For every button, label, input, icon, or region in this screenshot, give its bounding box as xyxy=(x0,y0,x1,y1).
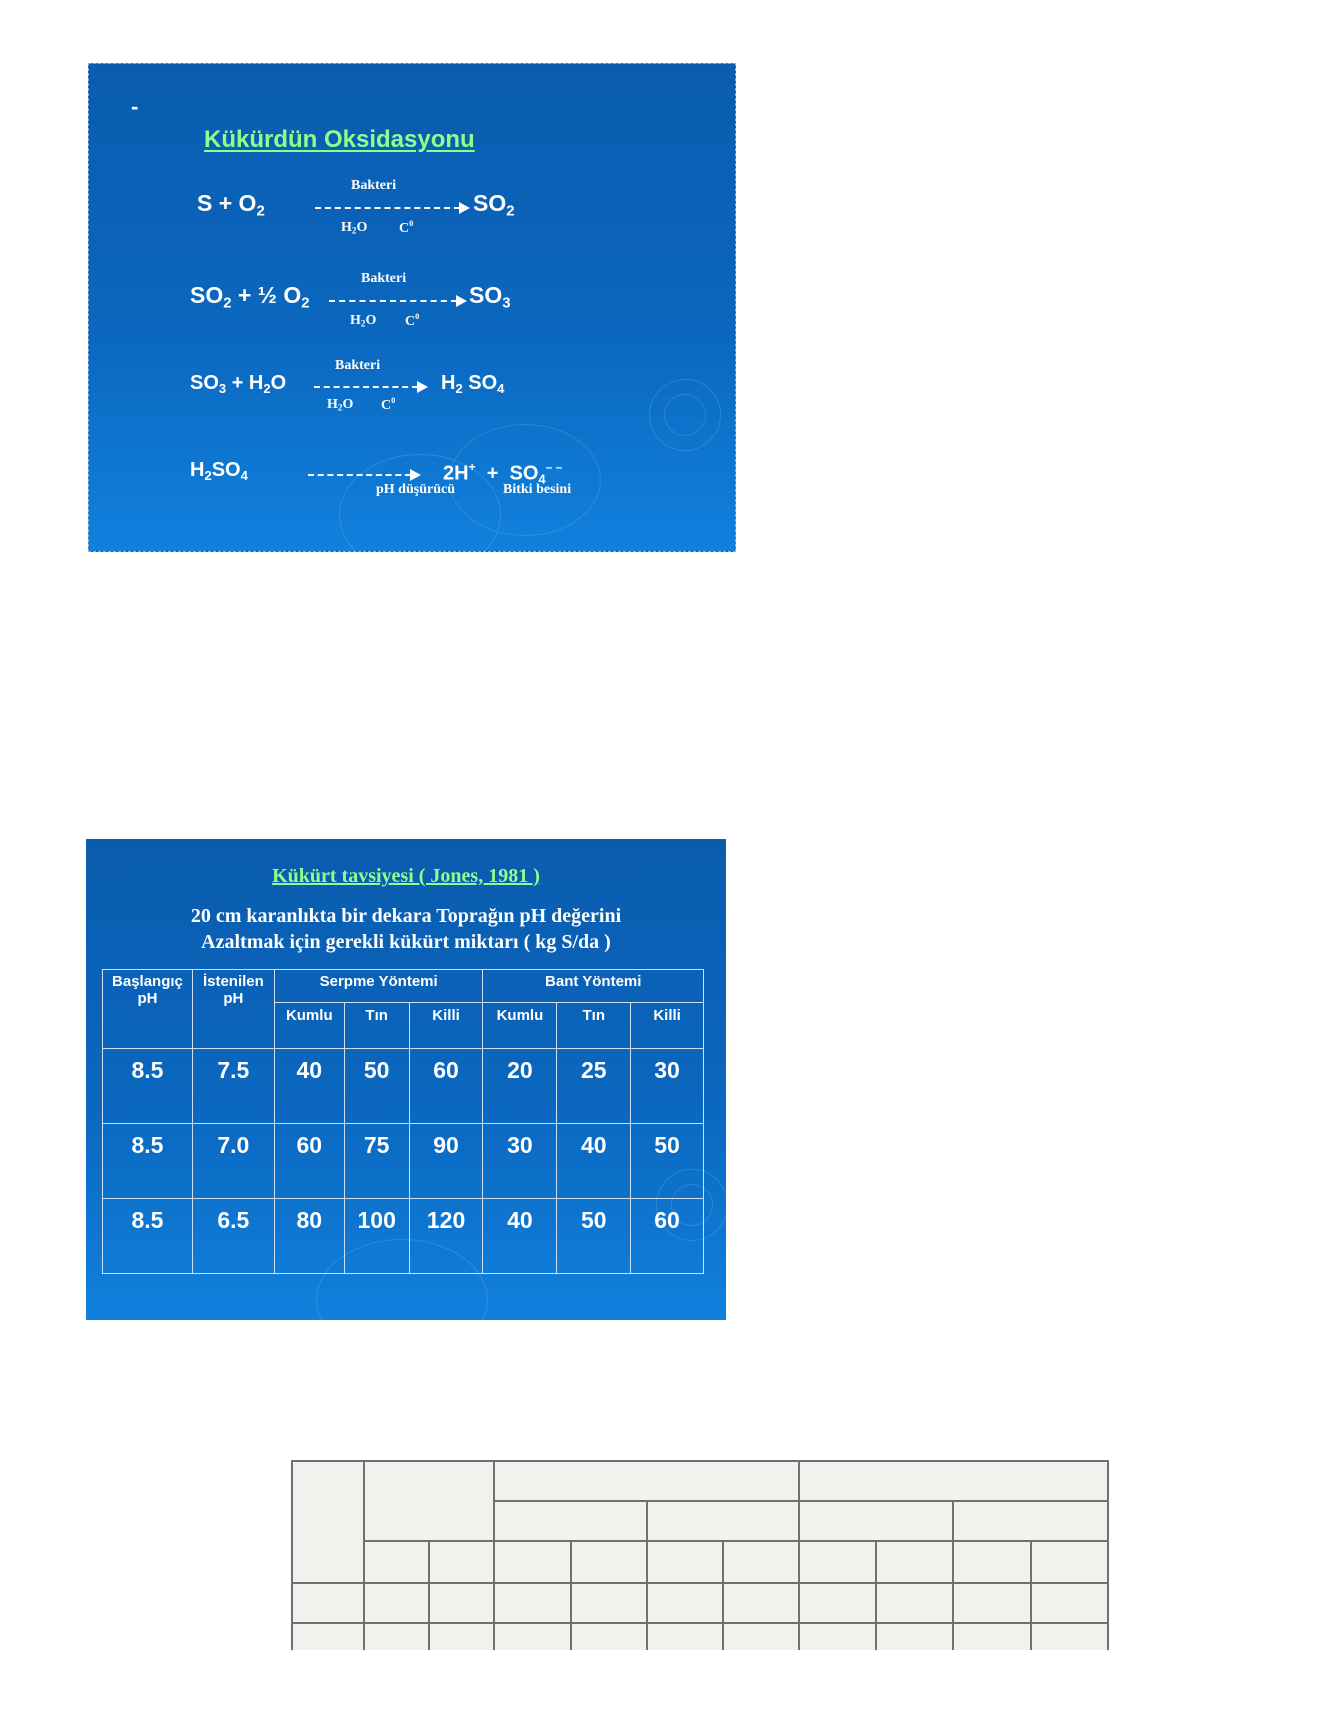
empty-cell xyxy=(647,1583,723,1623)
arrow-head-icon xyxy=(456,295,467,307)
reaction-4-note-ph: pH düşürücü xyxy=(376,482,455,497)
table-cell: 90 xyxy=(409,1124,483,1199)
reaction-3-reactants: $SO_3 + H_2O$ xyxy=(190,372,287,396)
table-cell: 80 xyxy=(274,1199,344,1274)
empty-cell xyxy=(1031,1541,1108,1583)
reaction-3-catalyst: Bakteri xyxy=(335,358,381,373)
reaction-3-product: $H_2$ $SO_4$ xyxy=(441,372,505,396)
reaction-arrow xyxy=(315,207,460,209)
table-cell: 8.5 xyxy=(103,1049,193,1124)
sulfur-recommendation-slide xyxy=(86,839,726,1320)
table-cell: 50 xyxy=(557,1199,631,1274)
empty-cell xyxy=(876,1541,953,1583)
empty-cell xyxy=(723,1583,799,1623)
header-target-ph: İstenilen pH xyxy=(192,970,274,1049)
table-cell: 8.5 xyxy=(103,1124,193,1199)
arrow-head-icon xyxy=(459,202,470,214)
reaction-1-temperature: $C^0$ xyxy=(399,219,414,236)
slide-title: Kükürt tavsiyesi ( Jones, 1981 ) xyxy=(272,865,540,887)
sulfur-table xyxy=(102,969,704,1274)
ripple-decoration xyxy=(649,379,721,451)
table-cell: 100 xyxy=(344,1199,409,1274)
empty-cell xyxy=(494,1583,571,1623)
reaction-2-temperature: $C^0$ xyxy=(405,312,420,329)
table-cell: 30 xyxy=(631,1049,704,1124)
table-cell: 25 xyxy=(557,1049,631,1124)
table-cell: 40 xyxy=(483,1199,557,1274)
table-cell: 50 xyxy=(631,1124,704,1199)
reaction-arrow xyxy=(329,300,457,302)
empty-cell xyxy=(647,1501,799,1541)
reaction-3-temperature: $C^0$ xyxy=(381,396,396,413)
page-cut-off xyxy=(289,1650,1119,1710)
empty-cell xyxy=(292,1461,364,1583)
header-band-method: Bant Yöntemi xyxy=(483,970,704,1003)
empty-cell xyxy=(799,1541,876,1583)
reaction-1-reactants: $S + O_2$ xyxy=(197,190,265,220)
reaction-4-reactant: $H_2SO_4$ xyxy=(190,459,248,483)
reaction-arrow xyxy=(314,386,418,388)
header-start-ph: Başlangıç pH xyxy=(103,970,193,1049)
table-cell: 50 xyxy=(344,1049,409,1124)
reaction-4-note-nutrient: Bitki besini xyxy=(503,482,572,497)
empty-cell xyxy=(494,1501,647,1541)
table-cell: 30 xyxy=(483,1124,557,1199)
slide-subtitle-line-2: Azaltmak için gerekli kükürt miktarı ( kg S/da ) xyxy=(201,931,611,953)
empty-cell xyxy=(364,1541,429,1583)
empty-cell xyxy=(364,1461,494,1541)
empty-cell xyxy=(429,1541,494,1583)
slide-title: Kükürdün Oksidasyonu xyxy=(204,126,475,153)
arrow-head-icon xyxy=(417,381,428,393)
reaction-1-catalyst: Bakteri xyxy=(351,178,397,193)
empty-cell xyxy=(953,1501,1108,1541)
header-soil-type: Kumlu xyxy=(483,1003,557,1049)
reaction-2-catalyst: Bakteri xyxy=(361,271,407,286)
empty-cell xyxy=(494,1461,799,1501)
reaction-3-water: $H_2O$ xyxy=(327,397,354,413)
reaction-1-product: $SO_2$ xyxy=(473,190,515,220)
table-cell: 60 xyxy=(274,1124,344,1199)
empty-cell xyxy=(429,1583,494,1623)
empty-cell xyxy=(876,1583,953,1623)
table-cell: 60 xyxy=(631,1199,704,1274)
reaction-2-water: $H_2O$ xyxy=(350,313,377,329)
empty-cell xyxy=(1031,1583,1108,1623)
header-soil-type: Kumlu xyxy=(274,1003,344,1049)
reaction-2-reactants: $SO_2$ + ½ $O_2$ xyxy=(190,282,310,312)
bullet-dash: - xyxy=(131,94,139,119)
table-row xyxy=(103,1124,704,1199)
table-cell: 60 xyxy=(409,1049,483,1124)
table-cell: 7.5 xyxy=(192,1049,274,1124)
table-cell: 75 xyxy=(344,1124,409,1199)
reaction-1-water: $H_2O$ xyxy=(341,220,368,236)
reaction-arrow xyxy=(308,474,411,476)
empty-cell xyxy=(723,1541,799,1583)
slide-subtitle-line-1: 20 cm karanlıkta bir dekara Toprağın pH değerini xyxy=(190,905,622,927)
empty-cell xyxy=(799,1461,1108,1501)
empty-cell xyxy=(953,1583,1031,1623)
empty-cell xyxy=(571,1583,647,1623)
header-broadcast-method: Serpme Yöntemi xyxy=(274,970,483,1003)
empty-table-grid xyxy=(291,1460,1109,1664)
empty-cell xyxy=(647,1541,723,1583)
oxidation-slide xyxy=(88,63,736,552)
arrow-head-icon xyxy=(410,469,421,481)
table-cell: 6.5 xyxy=(192,1199,274,1274)
header-soil-type: Killi xyxy=(409,1003,483,1049)
header-soil-type: Tın xyxy=(557,1003,631,1049)
table-cell: 120 xyxy=(409,1199,483,1274)
empty-cell xyxy=(364,1583,429,1623)
table-cell: 8.5 xyxy=(103,1199,193,1274)
table-row xyxy=(103,1199,704,1274)
table-cell: 40 xyxy=(557,1124,631,1199)
empty-cell xyxy=(494,1541,571,1583)
table-cell: 20 xyxy=(483,1049,557,1124)
table-row xyxy=(103,1049,704,1124)
reaction-2-product: $SO_3$ xyxy=(469,282,511,312)
empty-cell xyxy=(953,1541,1031,1583)
header-soil-type: Tın xyxy=(344,1003,409,1049)
empty-cell xyxy=(799,1583,876,1623)
header-soil-type: Killi xyxy=(631,1003,704,1049)
empty-cell xyxy=(292,1583,364,1623)
reaction-4-products: $2H^+ + SO_4^{- -}$ xyxy=(443,460,563,487)
table-cell: 40 xyxy=(274,1049,344,1124)
table-cell: 7.0 xyxy=(192,1124,274,1199)
empty-cell xyxy=(571,1541,647,1583)
empty-cell xyxy=(799,1501,953,1541)
